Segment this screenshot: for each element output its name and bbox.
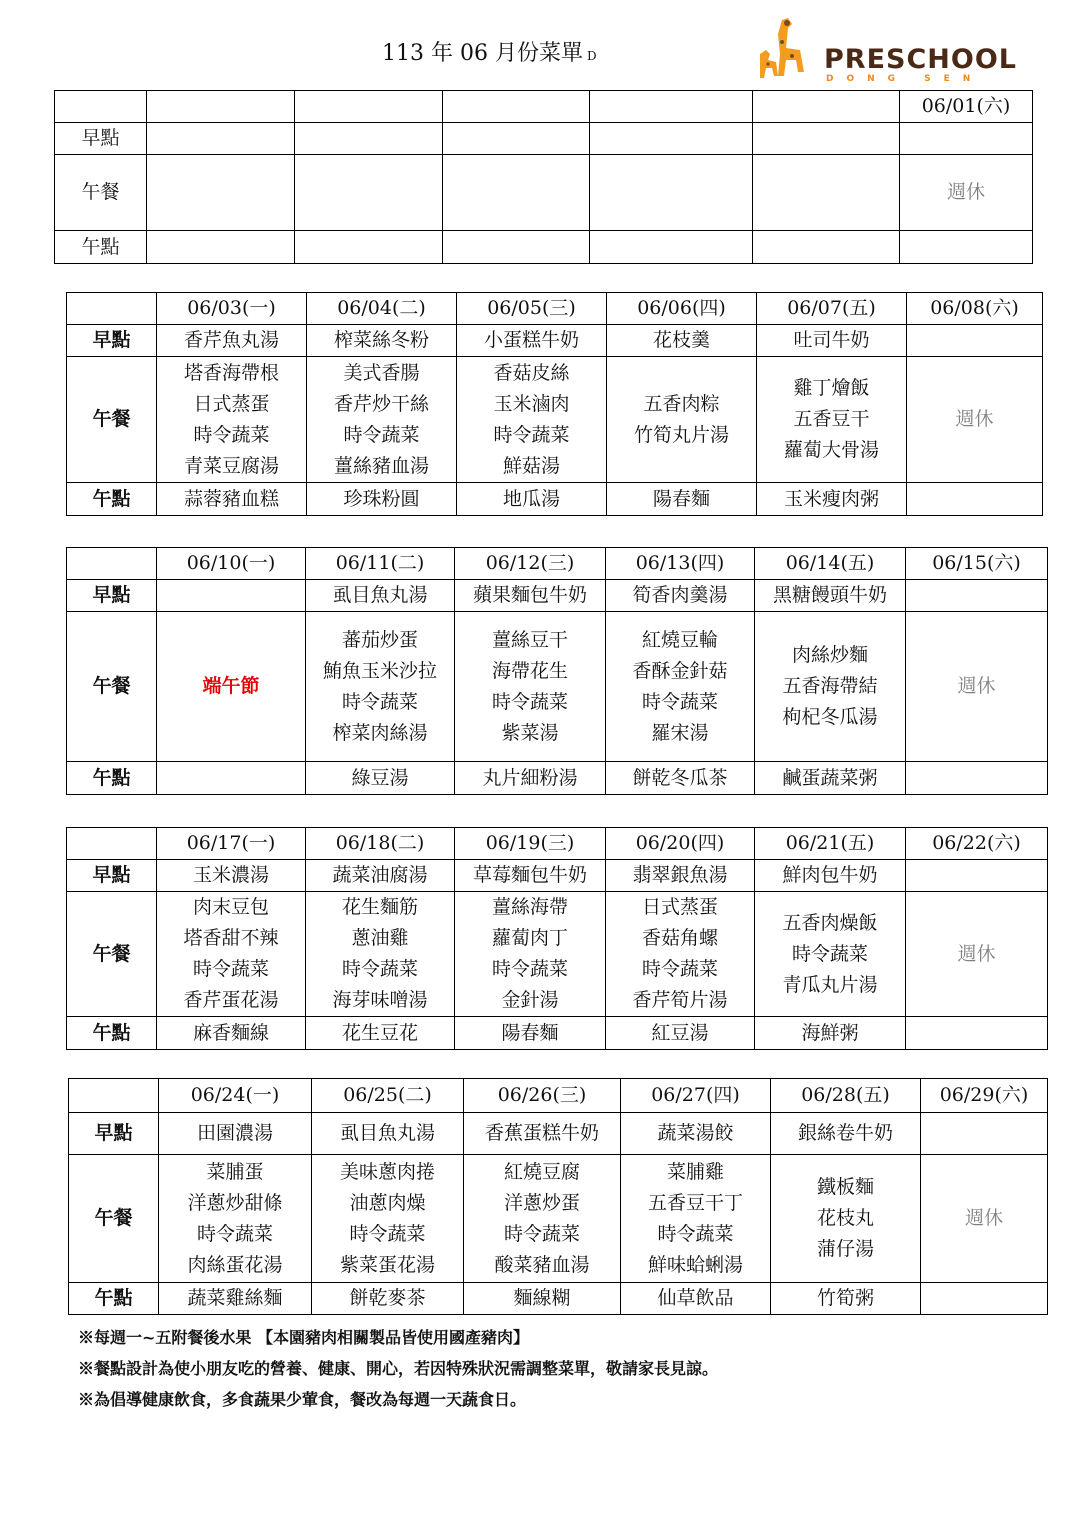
lunch-cell (455, 892, 606, 1017)
lunch-item: 菜脯雞 (666, 1160, 724, 1183)
lunch-item: 五香肉粽 (643, 392, 720, 415)
lunch-item: 塔香甜不辣 (183, 927, 279, 949)
date-cell: 06/04(二) (307, 293, 457, 325)
lunch-item: 榨菜肉絲湯 (332, 721, 428, 744)
empty-cell (753, 231, 900, 264)
lunch-cell (771, 1155, 921, 1283)
lunch-item: 紅燒豆腐 (503, 1160, 580, 1183)
lunch-item: 時令蔬菜 (196, 1222, 273, 1245)
snack-cell: 珍珠粉圓 (307, 483, 457, 516)
empty-cell (443, 155, 590, 231)
lunch-item: 洋蔥炒蛋 (503, 1191, 580, 1214)
date-cell: 06/13(四) (606, 548, 755, 580)
breakfast-cell: 田園濃湯 (159, 1113, 312, 1155)
date-cell: 06/10(一) (157, 548, 306, 580)
date-cell: 06/25(二) (312, 1079, 464, 1113)
note-line: ※餐點設計為使小朋友吃的營養、健康、開心，若因特殊狀況需調整菜單，敬請家長見諒。 (78, 1359, 719, 1378)
lunch-cell (755, 892, 906, 1017)
row-label-snack: 午點 (67, 1017, 157, 1050)
breakfast-cell: 蔬菜油腐湯 (306, 860, 455, 892)
empty-cell (147, 155, 295, 231)
date-cell: 06/14(五) (755, 548, 906, 580)
empty-cell (147, 123, 295, 155)
lunch-item: 時令蔬菜 (641, 958, 718, 980)
snack-cell: 地瓜湯 (457, 483, 607, 516)
breakfast-cell: 香蕉蛋糕牛奶 (464, 1113, 621, 1155)
lunch-cell (606, 612, 755, 762)
lunch-cell (157, 892, 306, 1017)
lunch-item: 美味蔥肉捲 (339, 1160, 435, 1183)
row-label-lunch: 午餐 (55, 155, 147, 231)
row-label-lunch: 午餐 (67, 892, 157, 1017)
date-cell: 06/08(六) (907, 293, 1043, 325)
snack-cell: 麻香麵線 (157, 1017, 306, 1050)
notes (78, 1322, 718, 1415)
lunch-item: 金針湯 (501, 989, 559, 1011)
date-cell: 06/20(四) (606, 828, 755, 860)
empty-cell (590, 231, 753, 264)
row-label-breakfast: 早點 (69, 1113, 159, 1155)
empty-cell (443, 123, 590, 155)
snack-cell: 餅乾麥茶 (312, 1283, 464, 1315)
lunch-item: 時令蔬菜 (349, 1222, 426, 1245)
lunch-item: 肉絲蛋花湯 (187, 1253, 283, 1276)
lunch-item: 酸菜豬血湯 (494, 1253, 590, 1276)
lunch-item: 肉末豆包 (192, 896, 269, 918)
lunch-item: 香芹筍片湯 (632, 989, 728, 1011)
lunch-item: 鐵板麵 (816, 1176, 874, 1198)
date-cell: 06/06(四) (607, 293, 757, 325)
breakfast-cell: 翡翠銀魚湯 (606, 860, 755, 892)
empty-cell (295, 91, 443, 123)
snack-cell: 花生豆花 (306, 1017, 455, 1050)
lunch-cell (312, 1155, 464, 1283)
lunch-item: 時令蔬菜 (791, 942, 868, 965)
empty-cell (907, 483, 1043, 516)
lunch-item: 菜脯蛋 (206, 1160, 264, 1183)
breakfast-cell: 小蛋糕牛奶 (457, 325, 607, 357)
breakfast-cell: 吐司牛奶 (757, 325, 907, 357)
lunch-item: 枸杞冬瓜湯 (782, 706, 878, 728)
empty-cell (921, 1113, 1048, 1155)
lunch-item: 薑絲豬血湯 (333, 454, 429, 477)
breakfast-cell: 香芹魚丸湯 (157, 325, 307, 357)
lunch-item: 蘿蔔肉丁 (491, 927, 568, 949)
lunch-cell (159, 1155, 312, 1283)
holiday-cell: 週休 (921, 1155, 1048, 1283)
lunch-cell (621, 1155, 771, 1283)
title-suffix: D (586, 49, 597, 63)
breakfast-cell: 榨菜絲冬粉 (307, 325, 457, 357)
header-corner-cell (67, 548, 157, 580)
row-label-snack: 午點 (55, 231, 147, 264)
lunch-cell (306, 612, 455, 762)
snack-cell: 綠豆湯 (306, 762, 455, 795)
lunch-item: 油蔥肉燥 (349, 1191, 426, 1214)
lunch-item: 時令蔬菜 (193, 423, 270, 446)
snack-cell: 蒜蓉豬血糕 (157, 483, 307, 516)
lunch-item: 時令蔬菜 (503, 1222, 580, 1245)
snack-cell: 陽春麵 (607, 483, 757, 516)
breakfast-cell: 筍香肉羹湯 (606, 580, 755, 612)
preschool-logo (752, 14, 1032, 86)
date-cell: 06/15(六) (906, 548, 1048, 580)
snack-cell: 紅豆湯 (606, 1017, 755, 1050)
note-line: ※每週一~五附餐後水果 【本園豬肉相關製品皆使用國產豬肉】 (78, 1328, 529, 1347)
lunch-item: 香芹炒干絲 (333, 392, 429, 415)
lunch-item: 香酥金針菇 (632, 659, 728, 682)
date-cell: 06/03(一) (157, 293, 307, 325)
date-cell: 06/22(六) (906, 828, 1048, 860)
date-cell: 06/29(六) (921, 1079, 1048, 1113)
empty-cell (906, 1017, 1048, 1050)
snack-cell: 仙草飲品 (621, 1283, 771, 1315)
date-cell: 06/27(四) (621, 1079, 771, 1113)
lunch-item: 五香豆干丁 (647, 1191, 743, 1214)
lunch-item: 蔥油雞 (351, 927, 409, 949)
lunch-item: 玉米滷肉 (493, 392, 570, 415)
lunch-item: 花生麵筋 (341, 896, 418, 918)
lunch-cell (455, 612, 606, 762)
empty-cell (295, 231, 443, 264)
date-cell: 06/07(五) (757, 293, 907, 325)
lunch-item: 時令蔬菜 (192, 958, 269, 980)
empty-cell (443, 91, 590, 123)
lunch-item: 五香海帶結 (782, 675, 878, 697)
holiday-cell: 週休 (906, 612, 1048, 762)
breakfast-cell (157, 580, 306, 612)
lunch-cell (606, 892, 755, 1017)
lunch-item: 香菇皮絲 (493, 361, 570, 384)
lunch-item: 薑絲豆干 (491, 628, 568, 651)
lunch-item: 時令蔬菜 (641, 690, 718, 713)
lunch-item: 竹筍丸片湯 (633, 423, 729, 446)
lunch-item: 時令蔬菜 (341, 690, 418, 713)
breakfast-cell: 黑糖饅頭牛奶 (755, 580, 906, 612)
logo-text: PRESCHOOL (824, 44, 1017, 75)
empty-cell (900, 123, 1033, 155)
header-corner-cell (67, 293, 157, 325)
lunch-item: 時令蔬菜 (341, 958, 418, 980)
empty-cell (295, 155, 443, 231)
snack-cell: 蔬菜雞絲麵 (159, 1283, 312, 1315)
snack-cell: 海鮮粥 (755, 1017, 906, 1050)
header-corner-cell (67, 828, 157, 860)
lunch-item: 海帶花生 (491, 659, 568, 682)
lunch-cell (607, 357, 757, 483)
lunch-item: 香芹蛋花湯 (183, 989, 279, 1011)
lunch-item: 羅宋湯 (651, 721, 709, 744)
empty-cell (147, 231, 295, 264)
page-title: 113 年 06 月份菜單 D (382, 41, 597, 66)
week-table (68, 1078, 1048, 1315)
lunch-cell (757, 357, 907, 483)
breakfast-cell: 鮮肉包牛奶 (755, 860, 906, 892)
date-cell: 06/01(六) (900, 91, 1033, 123)
lunch-item: 紫菜蛋花湯 (339, 1253, 435, 1276)
lunch-item: 青瓜丸片湯 (782, 973, 878, 996)
lunch-item: 鮮菇湯 (502, 454, 560, 477)
breakfast-cell: 蔬菜湯餃 (621, 1113, 771, 1155)
lunch-cell (464, 1155, 621, 1283)
snack-cell: 餅乾冬瓜茶 (606, 762, 755, 795)
empty-cell (753, 123, 900, 155)
lunch-item: 肉絲炒麵 (791, 644, 868, 666)
row-label-breakfast: 早點 (67, 860, 157, 892)
lunch-item: 香菇角螺 (641, 927, 718, 949)
week-table (66, 547, 1048, 795)
breakfast-cell: 虱目魚丸湯 (312, 1113, 464, 1155)
lunch-item: 美式香腸 (343, 361, 420, 384)
date-cell: 06/28(五) (771, 1079, 921, 1113)
empty-cell (295, 123, 443, 155)
lunch-cell (307, 357, 457, 483)
snack-cell: 麵線糊 (464, 1283, 621, 1315)
row-label-breakfast: 早點 (67, 325, 157, 357)
lunch-item: 時令蔬菜 (343, 423, 420, 446)
empty-cell (590, 155, 753, 231)
snack-cell: 丸片細粉湯 (455, 762, 606, 795)
lunch-item: 時令蔬菜 (491, 690, 568, 713)
breakfast-cell: 草莓麵包牛奶 (455, 860, 606, 892)
date-cell: 06/17(一) (157, 828, 306, 860)
lunch-item: 塔香海帶根 (183, 361, 279, 384)
empty-cell (907, 325, 1043, 357)
header-corner-cell (69, 1079, 159, 1113)
holiday-cell: 週休 (907, 357, 1043, 483)
lunch-cell (306, 892, 455, 1017)
row-label-snack: 午點 (67, 483, 157, 516)
holiday-cell: 週休 (906, 892, 1048, 1017)
empty-cell (900, 231, 1033, 264)
row-label-snack: 午點 (69, 1283, 159, 1315)
empty-cell (443, 231, 590, 264)
empty-cell (921, 1283, 1048, 1315)
giraffe-logo-icon (752, 14, 824, 86)
lunch-item: 紫菜湯 (501, 721, 559, 744)
lunch-cell (457, 357, 607, 483)
festival-cell: 端午節 (157, 612, 306, 762)
empty-cell (753, 91, 900, 123)
lunch-item: 蘿蔔大骨湯 (783, 439, 879, 461)
week-table (66, 292, 1043, 516)
breakfast-cell: 蘋果麵包牛奶 (455, 580, 606, 612)
lunch-item: 日式蒸蛋 (193, 392, 270, 415)
lunch-item: 時令蔬菜 (657, 1222, 734, 1245)
week-table (66, 827, 1048, 1050)
row-label-lunch: 午餐 (69, 1155, 159, 1283)
empty-cell (906, 580, 1048, 612)
date-cell: 06/24(一) (159, 1079, 312, 1113)
snack-cell: 鹹蛋蔬菜粥 (755, 762, 906, 795)
row-label-breakfast: 早點 (67, 580, 157, 612)
date-cell: 06/19(三) (455, 828, 606, 860)
lunch-item: 洋蔥炒甜條 (187, 1191, 283, 1214)
date-cell: 06/18(二) (306, 828, 455, 860)
lunch-item: 鮮味蛤蜊湯 (647, 1253, 743, 1276)
note-line: ※為倡導健康飲食，多食蔬果少葷食，餐改為每週一天蔬食日。 (78, 1390, 527, 1409)
breakfast-cell: 玉米濃湯 (157, 860, 306, 892)
lunch-item: 青菜豆腐湯 (183, 454, 279, 477)
breakfast-cell: 銀絲卷牛奶 (771, 1113, 921, 1155)
snack-cell: 玉米瘦肉粥 (757, 483, 907, 516)
lunch-item: 五香豆干 (793, 408, 870, 430)
lunch-item: 鮪魚玉米沙拉 (322, 659, 437, 682)
date-cell: 06/12(三) (455, 548, 606, 580)
empty-cell (906, 762, 1048, 795)
empty-cell (906, 860, 1048, 892)
lunch-cell (157, 357, 307, 483)
empty-cell (590, 123, 753, 155)
lunch-cell (755, 612, 906, 762)
empty-cell (753, 155, 900, 231)
logo-subtext: DONG SEN (826, 74, 984, 84)
lunch-item: 蕃茄炒蛋 (341, 628, 418, 651)
date-cell: 06/21(五) (755, 828, 906, 860)
lunch-item: 海芽味噌湯 (332, 989, 428, 1011)
lunch-item: 花枝丸 (816, 1207, 874, 1229)
lunch-item: 時令蔬菜 (493, 423, 570, 446)
date-cell: 06/11(二) (306, 548, 455, 580)
lunch-item: 日式蒸蛋 (641, 896, 718, 918)
row-label-snack: 午點 (67, 762, 157, 795)
row-label-lunch: 午餐 (67, 357, 157, 483)
breakfast-cell: 花枝羹 (607, 325, 757, 357)
lunch-item: 薑絲海帶 (491, 896, 568, 918)
holiday-cell: 週休 (900, 155, 1033, 231)
snack-cell (157, 762, 306, 795)
breakfast-cell: 虱目魚丸湯 (306, 580, 455, 612)
empty-cell (147, 91, 295, 123)
date-cell: 06/26(三) (464, 1079, 621, 1113)
row-label-breakfast: 早點 (55, 123, 147, 155)
lunch-item: 時令蔬菜 (491, 958, 568, 980)
lunch-item: 五香肉燥飯 (782, 911, 878, 934)
row-label-lunch: 午餐 (67, 612, 157, 762)
header-corner-cell (55, 91, 147, 123)
snack-cell: 竹筍粥 (771, 1283, 921, 1315)
empty-cell (590, 91, 753, 123)
lunch-item: 蒲仔湯 (816, 1238, 874, 1260)
lunch-item: 雞丁燴飯 (793, 377, 870, 399)
week-table-0601 (54, 90, 1033, 264)
date-cell: 06/05(三) (457, 293, 607, 325)
snack-cell: 陽春麵 (455, 1017, 606, 1050)
lunch-item: 紅燒豆輪 (641, 628, 718, 651)
